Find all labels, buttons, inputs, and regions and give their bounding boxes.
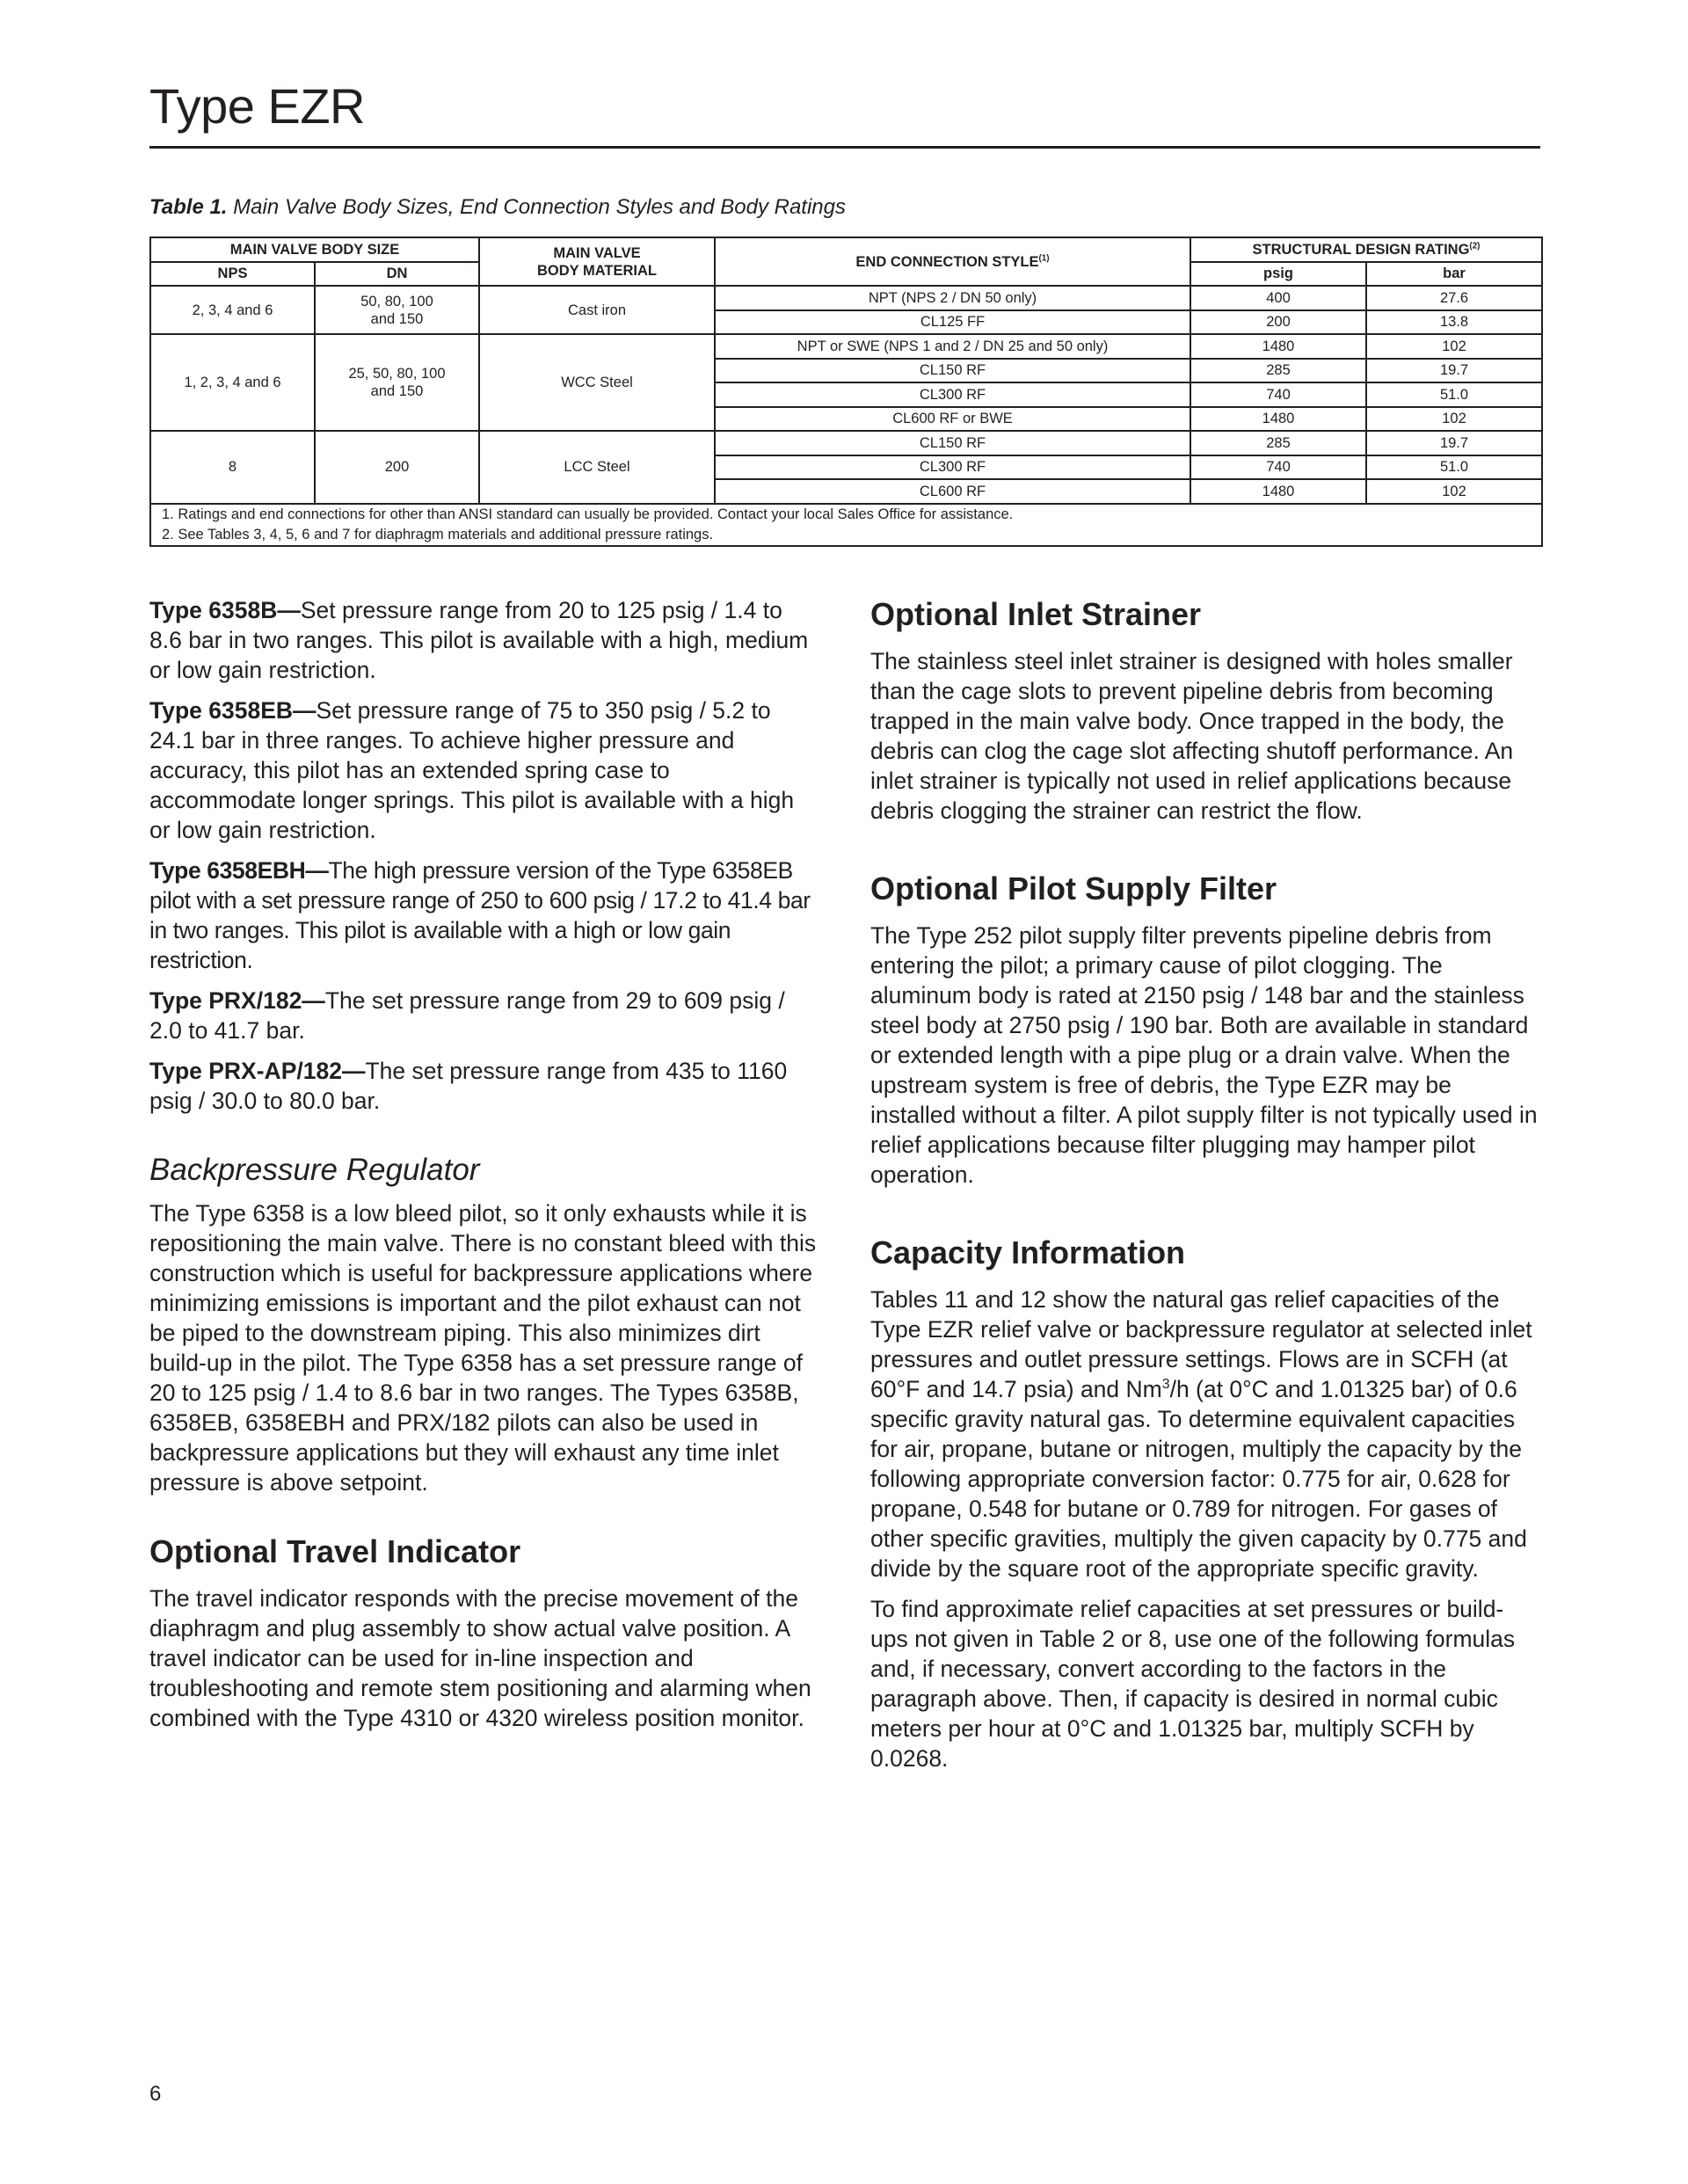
table-row: 8 200 LCC Steel CL150 RF 285 19.7: [150, 431, 1542, 455]
pilot-6358eb: Type 6358EB—Set pressure range of 75 to 350 psig / 5.2 to 24.1 bar in three ranges. To achieve higher pressure and accuracy, this pilot has an extended spring case to accommodate longer springs. This pilot is available with a high or low gain restriction.: [149, 697, 795, 843]
table-row: CL300 RF 740 51.0: [150, 382, 1542, 407]
inlet-strainer-text: The stainless steel inlet strainer is designed with holes smaller than the cage slots to prevent pipeline debris from becoming trapped in the main valve body. Once trapped in the body, the debris can clog the cage slot affecting shutoff performance. An inlet strainer is typically not used in relief applications because debris clogging the strainer can restrict the flow.: [870, 648, 1514, 824]
right-column: [870, 595, 1539, 1784]
table-row: 2, 3, 4 and 6 50, 80, 100 and 150 Cast iron NPT (NPS 2 / DN 50 only) 400 27.6: [150, 286, 1542, 310]
pilot-filter-text: The Type 252 pilot supply filter prevents pipeline debris from entering the pilot; a primary cause of pilot clogging. The aluminum body is rated at 2150 psig / 148 bar and the stainless steel body at 2750 psig / 190 bar. Both are available in standard or extended length with a pipe plug or a drain valve. When the upstream system is free of debris, the Type EZR may be installed without a filter. A pilot supply filter is not typically used in relief applications because filter plugging may hamper pilot operation.: [870, 922, 1538, 1188]
table-note-2: 2. See Tables 3, 4, 5, 6 and 7 for diaphragm materials and additional pressure ratings.: [150, 525, 1542, 546]
pilot-filter-heading: Optional Pilot Supply Filter: [870, 870, 1277, 906]
capacity-text-2: To find approximate relief capacities at set pressures or build-ups not given in Table 2 or 8, use one of the following formulas and, if necessary, convert according to the factors in the paragraph above. Then, if capacity is desired in normal cubic meters per hour at 0°C and 1.01325 bar, multiply SCFH by 0.0268.: [870, 1596, 1516, 1772]
th-end-connection: END CONNECTION STYLE$^{(1)}$: [715, 237, 1190, 286]
th-psig: psig: [1190, 262, 1366, 287]
th-body-material: MAIN VALVE BODY MATERIAL: [479, 237, 715, 286]
table-row: CL150 RF 285 19.7: [150, 359, 1542, 383]
body-ratings-table: [149, 237, 1543, 547]
title-rule: [149, 146, 1540, 149]
inlet-strainer-heading: Optional Inlet Strainer: [870, 596, 1202, 632]
travel-indicator-heading: Optional Travel Indicator: [149, 1533, 521, 1569]
travel-indicator-text: The travel indicator responds with the precise movement of the diaphragm and plug assembly to show actual valve position. A travel indicator can be used for in-line inspection and troubleshooting and remote stem positioning and alarming when combined with the Type 4310 or 4320 wireless position monitor.: [149, 1585, 811, 1731]
pilot-6358ebh: Type 6358EBH—The high pressure version of the Type 6358EB pilot with a set pressure range of 250 to 600 psig / 17.2 to 41.4 bar in two ranges. This pilot is available with a high or low gain restriction.: [149, 857, 811, 973]
th-dn: DN: [315, 262, 479, 287]
table-caption-label: Table 1.: [149, 195, 228, 219]
page-number: 6: [149, 2082, 162, 2106]
table-note-row: [150, 504, 1542, 525]
table-row: 1, 2, 3, 4 and 6 25, 50, 80, 100 and 150 WCC Steel NPT or SWE (NPS 1 and 2 / DN 25 and 50 only) 1480 102: [150, 334, 1542, 359]
backpressure-heading: Backpressure Regulator: [149, 1153, 480, 1187]
capacity-text: Tables 11 and 12 show the natural gas relief capacities of the Type EZR relief valve or backpressure regulator at selected inlet pressures and outlet pressure settings. Flows are in SCFH (at 60°F and 14.7 psia) and Nm$^3$/h (at 0°C and 1.01325 bar) of 0.6 specific gravity natural gas. To determine equivalent capacities for air, propane, butane or nitrogen, multiply the capacity by the following appropriate conversion factor: 0.775 for air, 0.628 for propane, 0.548 for butane or 0.789 for nitrogen. For gases of other specific gravities, multiply the given capacity by 0.775 and divide by the square root of the appropriate specific gravity.: [870, 1286, 1532, 1582]
capacity-heading: Capacity Information: [870, 1234, 1186, 1270]
table-row: CL600 RF or BWE 1480 102: [150, 407, 1542, 432]
table-row: CL300 RF 740 51.0: [150, 455, 1542, 480]
table-note-row: [150, 525, 1542, 546]
th-nps: NPS: [150, 262, 315, 287]
page-title: Type EZR: [149, 78, 365, 134]
table-header-row: [150, 237, 1542, 262]
table-caption-text: Main Valve Body Sizes, End Connection Styles and Body Ratings: [227, 195, 846, 219]
th-bar: bar: [1366, 262, 1542, 287]
pilot-6358b: Type 6358B—Set pressure range from 20 to 125 psig / 1.4 to 8.6 bar in two ranges. This pilot is available with a high, medium or low gain restriction.: [149, 597, 809, 683]
table-note-1: 1. Ratings and end connections for other than ANSI standard can usually be provided. Contact your local Sales Office for assistance.: [150, 504, 1542, 525]
pilot-prx-182: Type PRX/182—The set pressure range from 29 to 609 psig / 2.0 to 41.7 bar.: [149, 987, 785, 1044]
table-row: CL600 RF 1480 102: [150, 479, 1542, 504]
left-column: [149, 595, 818, 1744]
th-structural-rating: STRUCTURAL DESIGN RATING$^{(2)}$: [1190, 237, 1542, 262]
table-row: CL125 FF 200 13.8: [150, 310, 1542, 335]
th-main-valve-body-size: MAIN VALVE BODY SIZE: [150, 237, 479, 262]
pilot-prx-ap-182: Type PRX-AP/182—The set pressure range from 435 to 1160 psig / 30.0 to 80.0 bar.: [149, 1058, 788, 1114]
table-caption: [149, 195, 846, 220]
backpressure-text: The Type 6358 is a low bleed pilot, so it only exhausts while it is repositioning the main valve. There is no constant bleed with this construction which is useful for backpressure applications where minimizing emissions is important and the pilot exhaust can not be piped to the downstream piping. This also minimizes dirt build-up in the pilot. The Type 6358 has a set pressure range of 20 to 125 psig / 1.4 to 8.6 bar in two ranges. The Types 6358B, 6358EB, 6358EBH and PRX/182 pilots can also be used in backpressure applications but they will exhaust any time inlet pressure is above setpoint.: [149, 1200, 817, 1496]
